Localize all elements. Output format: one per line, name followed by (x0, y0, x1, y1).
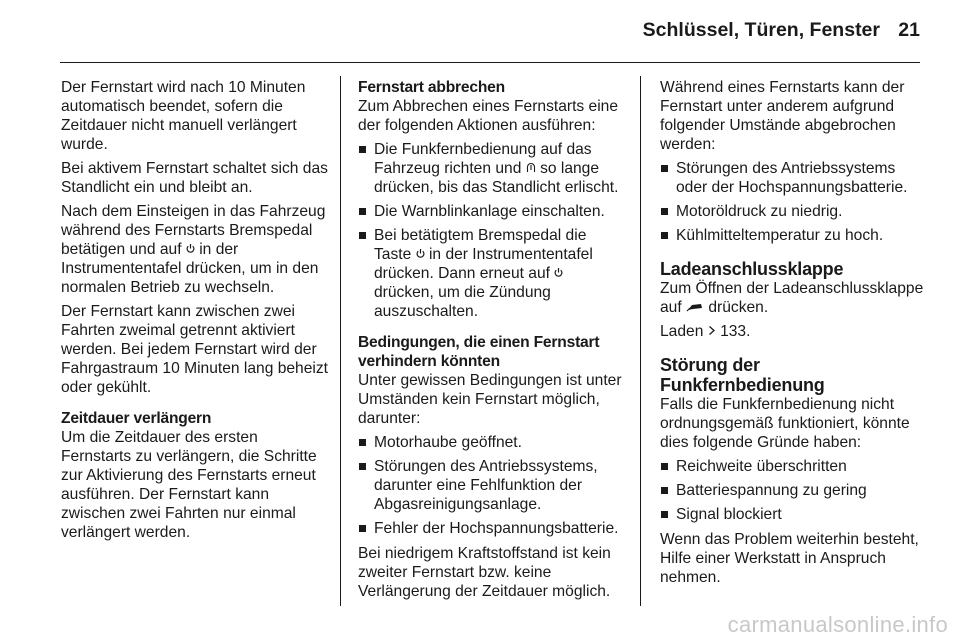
paragraph-enter-vehicle: Nach dem Einsteigen in das Fahrzeug während des Fernstarts Bremspedal betätigen und auf in der Instrumententafel drücken, um in den normalen Betrieb zu wechseln. (61, 203, 326, 296)
header-title: Schlüssel, Türen, Fenster (642, 19, 880, 41)
list-item: Batteriespannung zu gering (660, 481, 924, 500)
heading-cancel-remote-start: Fernstart abbrechen (358, 79, 505, 96)
paragraph-workshop: Wenn das Problem weiterhin besteht, Hilfe einer Werkstatt in Anspruch nehmen. (660, 531, 919, 586)
bullet-icon (661, 511, 668, 518)
bullet-icon (661, 208, 668, 215)
paragraph-cancel-intro: Zum Abbrechen eines Fernstarts eine der folgenden Aktionen ausführen: (358, 98, 619, 134)
heading-extend-duration: Zeitdauer verlängern (61, 410, 212, 427)
power-button-icon (186, 240, 195, 259)
list-item: Störungen des Antriebssystems, darunter eine Fehlfunktion der Abgasreinigungsanlage. (358, 457, 626, 514)
watermark: carmanualsonline.info (727, 612, 948, 637)
abort-reasons-list (660, 159, 924, 245)
heading-remote-malfunction: Störung der Funkfernbedienung (660, 355, 825, 395)
bullet-icon (661, 165, 668, 172)
power-button-icon (416, 245, 425, 264)
paragraph-abort-intro: Während eines Fernstarts kann der Fernstart unter anderem aufgrund folgender Umstände abgebrochen werden: (660, 79, 905, 153)
paragraph-extend-duration: Um die Zeitdauer des ersten Fernstarts zu verlängern, die Schritte zur Aktivierung des Fernstarts erneut ausführen. Der Fernstart kann zwischen zwei Fahrten nur einmal verlängert werden. (61, 429, 317, 541)
bullet-icon (359, 208, 366, 215)
malfunction-reasons-list (660, 457, 924, 524)
column-1 (61, 78, 331, 547)
list-item: Kühlmitteltemperatur zu hoch. (660, 226, 924, 245)
paragraph-conditions-intro: Unter gewissen Bedingungen ist unter Umständen kein Fernstart möglich, darunter: (358, 372, 622, 427)
column-divider-2 (640, 76, 641, 606)
reference-arrow-icon (708, 322, 716, 341)
bullet-icon (661, 487, 668, 494)
heading-conditions: Bedingungen, die einen Fernstart verhindern könnten (358, 334, 600, 370)
paragraph-malfunction-intro: Falls die Funkfernbedienung nicht ordnungsgemäß funktioniert, könnte dies folgende Gründe haben: (660, 396, 910, 451)
bullet-icon (661, 463, 668, 470)
conditions-list (358, 433, 626, 538)
list-item: Signal blockiert (660, 505, 924, 524)
bullet-icon (359, 439, 366, 446)
paragraph-parking-light: Bei aktivem Fernstart schaltet sich das Standlicht ein und bleibt an. (61, 160, 328, 196)
bullet-icon (661, 232, 668, 239)
list-item: Die Funkfernbedienung auf das Fahrzeug richten und so lange drücken, bis das Standlicht erlischt. (358, 140, 626, 197)
column-2 (358, 78, 626, 606)
paragraph-double-start: Der Fernstart kann zwischen zwei Fahrten zweimal getrennt aktiviert werden. Bei jedem Fernstart wird der Fahrgastraum 10 Minuten lang beheizt oder gekühlt. (61, 303, 328, 396)
paragraph-timeout: Der Fernstart wird nach 10 Minuten automatisch beendet, sofern die Zeitdauer nicht manuell verlängert wurde. (61, 79, 306, 153)
cancel-actions-list (358, 140, 626, 321)
bullet-icon (359, 525, 366, 532)
page-header (0, 0, 960, 62)
bullet-icon (359, 463, 366, 470)
list-item: Störungen des Antriebssystems oder der Hochspannungsbatterie. (660, 159, 924, 197)
list-item: Die Warnblinkanlage einschalten. (358, 202, 626, 221)
header-divider (60, 62, 920, 63)
bullet-icon (359, 232, 366, 239)
page-number: 21 (898, 19, 920, 41)
power-button-icon (554, 264, 563, 283)
column-divider-1 (340, 76, 341, 606)
list-item: Bei betätigtem Bremspedal die Taste in der Instrumententafel drücken. Dann erneut auf drücken, um die Zündung auszuschalten. (358, 226, 626, 321)
bullet-icon (359, 146, 366, 153)
heading-charge-port-door: Ladeanschlussklappe (660, 259, 844, 279)
charge-port-icon (686, 298, 704, 317)
list-item: Motorhaube geöffnet. (358, 433, 626, 452)
column-3 (660, 78, 924, 592)
list-item: Fehler der Hochspannungsbatterie. (358, 519, 626, 538)
paragraph-charge-port: Zum Öffnen der Ladeanschlussklappe auf drücken. (660, 280, 924, 316)
paragraph-low-fuel: Bei niedrigem Kraftstoffstand ist kein zweiter Fernstart bzw. keine Verlängerung der Zeitdauer möglich. (358, 545, 611, 600)
remote-start-icon (526, 159, 536, 178)
paragraph-charging-reference: Laden 133. (660, 323, 751, 340)
list-item: Reichweite überschritten (660, 457, 924, 476)
list-item: Motoröldruck zu niedrig. (660, 202, 924, 221)
